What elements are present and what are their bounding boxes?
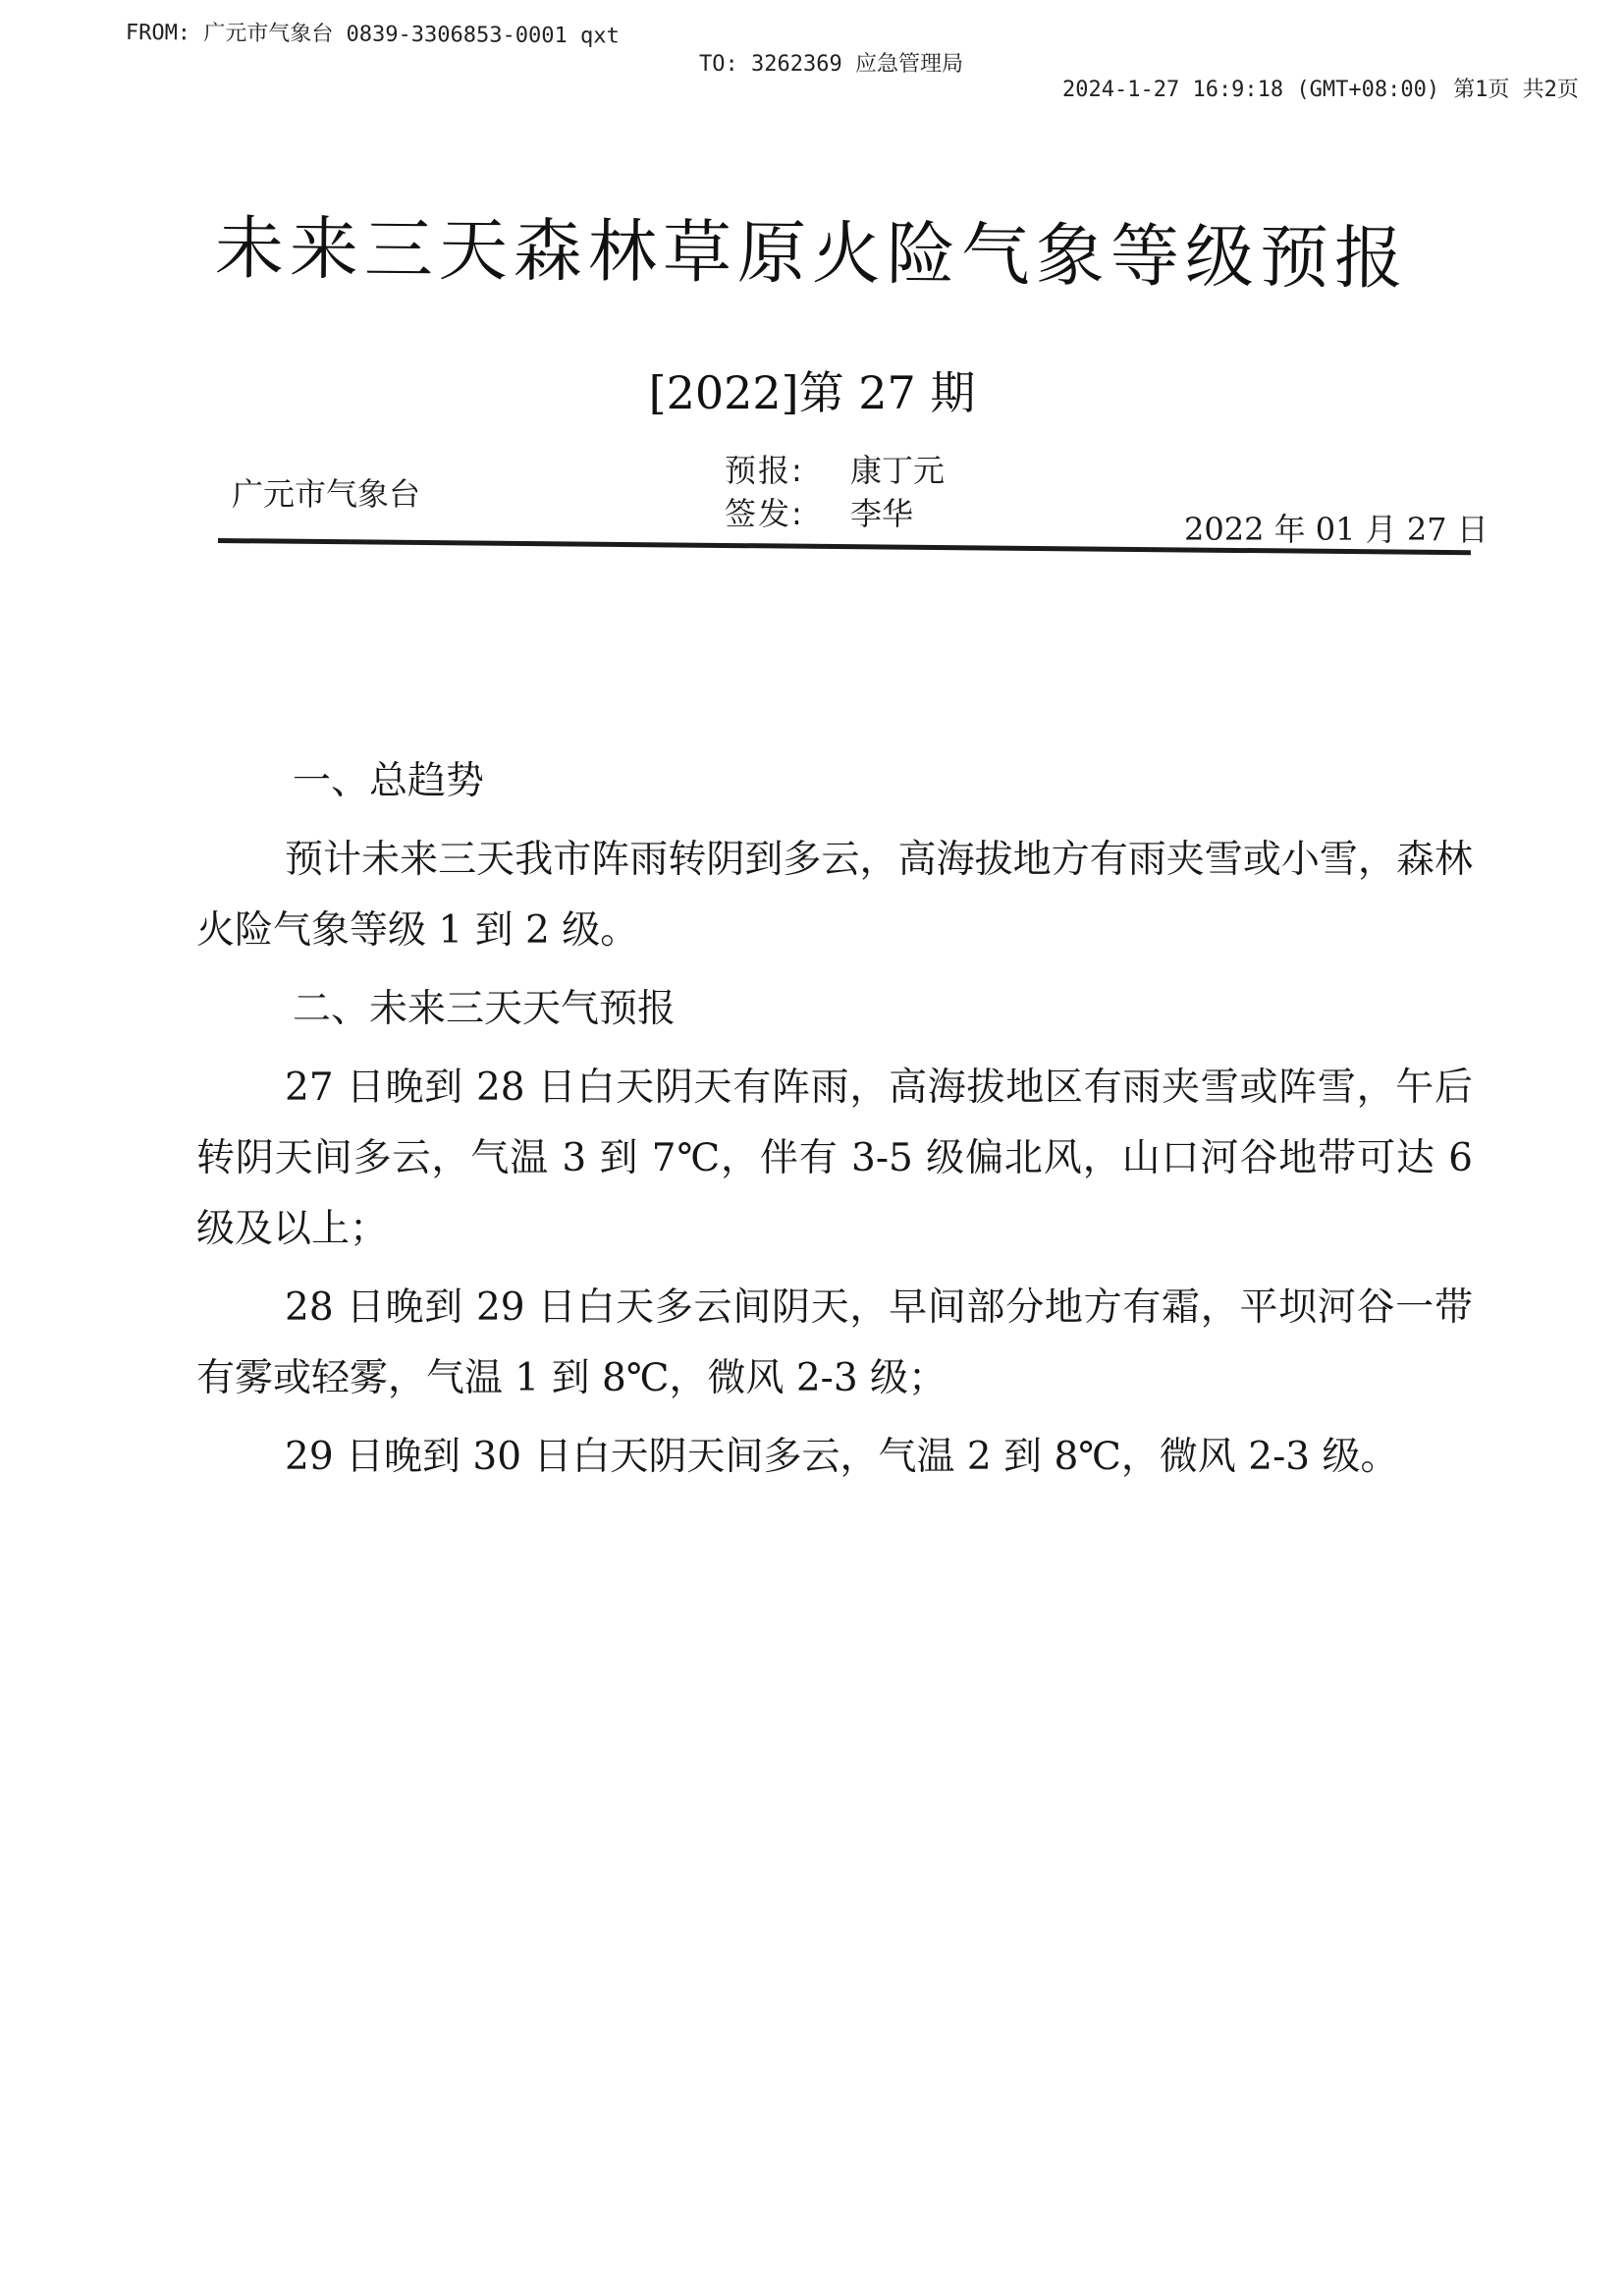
forecast-day3: 29 日晚到 30 日白天阴天间多云，气温 2 到 8℃，微风 2-3 级。 bbox=[285, 1435, 1399, 1479]
section-heading-trend: 一、总趋势 bbox=[293, 759, 485, 803]
forecaster-label: 预报: bbox=[725, 452, 804, 489]
fax-from: FROM: 广元市气象台 0839-3306853-0001 qxt bbox=[125, 20, 620, 49]
document-body bbox=[196, 746, 1473, 1501]
issuer-name: 李华 bbox=[850, 495, 914, 532]
fax-header bbox=[0, 12, 1624, 100]
forecaster-line bbox=[725, 446, 945, 491]
trend-paragraph: 预计未来三天我市阵雨转阴到多云，高海拔地方有雨夹雪或小雪，森林火险气象等级 1 到 2 级。 bbox=[196, 838, 1473, 953]
forecaster-name: 康丁元 bbox=[850, 452, 946, 489]
fax-page: 第1页 共2页 bbox=[1453, 78, 1579, 102]
issuer-label: 签发: bbox=[725, 495, 804, 532]
issuing-organization: 广元市气象台 bbox=[232, 475, 421, 513]
fax-to: TO: 3262369 应急管理局 bbox=[699, 52, 963, 77]
section-heading-forecast: 二、未来三天天气预报 bbox=[293, 987, 677, 1031]
issue-date: 2022 年 01 月 27 日 bbox=[1184, 511, 1489, 548]
issue-number: [2022]第 27 期 bbox=[648, 366, 976, 419]
issuer-line bbox=[725, 489, 913, 534]
fax-time: 2024-1-27 16:9:18 (GMT+08:00) bbox=[1062, 78, 1440, 102]
forecast-day2: 28 日晚到 29 日白天多云间阴天，早间部分地方有霜，平坝河谷一带有雾或轻雾，气温 1 到 8℃，微风 2-3 级； bbox=[196, 1285, 1473, 1400]
document-title: 未来三天森林草原火险气象等级预报 bbox=[214, 207, 1410, 300]
fax-timestamp bbox=[1062, 73, 1579, 103]
forecast-day1: 27 日晚到 28 日白天阴天有阵雨，高海拔地区有雨夹雪或阵雪，午后转阴天间多云，气温 3 到 7℃，伴有 3-5 级偏北风，山口河谷地带可达 6 级及以上； bbox=[196, 1066, 1473, 1251]
